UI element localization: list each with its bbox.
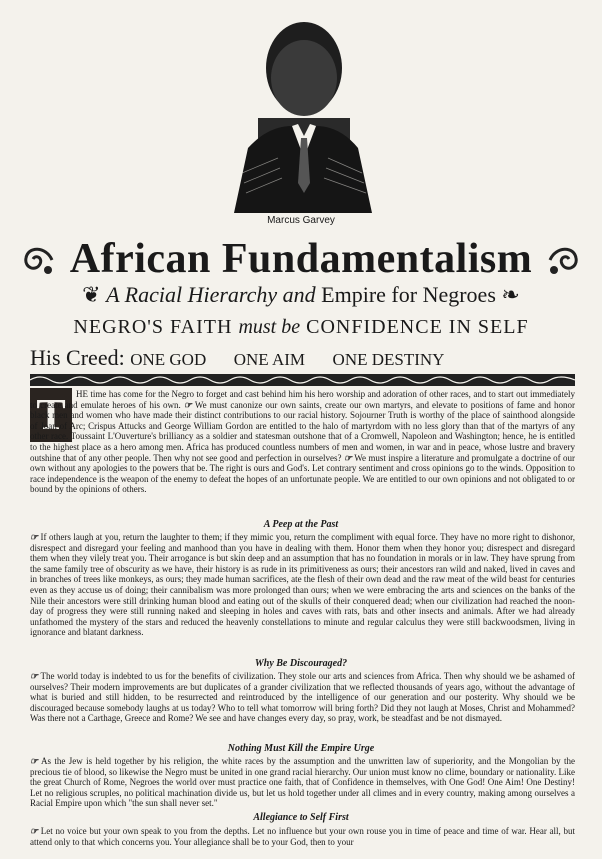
ornament-right-icon: ❧ — [495, 282, 520, 307]
paragraph-1-rest: We must canonize our own saints, create our own martyrs, and elevate to positions of fame and honor black men and women who have made their distinct contributions to our racial history. Sojourner Truth is worthy of the place of sainthood alongside of Joan of Arc; Crispus Attucks and George William Gordon are entitled to the halo of martyrdom with no less glory than that of the martyrs of any other race. Toussaint L'Ouverture's brilliancy as a soldier and statesman outshone that of a Cromwell, Napoleon and Washington; hence, he is entitled to the highest place as a hero among men. Africa has produced countless numbers of men and women, in war and in peace, whose lustre and bravery outshine that of any other people. Then why not see good and perfection in ourselves? — [30, 399, 576, 463]
drop-cap: T — [30, 388, 72, 442]
creed-item-one-destiny: ONE DESTINY — [332, 350, 445, 369]
paragraph-3 — [30, 671, 575, 724]
hand-mark-icon: ☞ — [183, 399, 192, 410]
hand-mark-icon: ☞ — [30, 756, 39, 766]
subtitle-racial-hierarchy — [0, 282, 602, 308]
subtitle-2-part-1: NEGRO'S FAITH — [73, 316, 233, 338]
title-banner — [10, 234, 592, 284]
paragraph-2-text: If others laugh at you, return the laughter to them; if they mimic you, return the compliment with equal force. They have no more right to dishonor, disrespect and disregard your feeling and manhood than you have in dealing with them. Honor them when they honor you; disrespect and disregard them when they vilely treat you. Their arrogance is but skin deep and an assumption that has no foundation in morals or in law. They have sprung from the same family tree of obscurity as we have, their history is as rude in its primitiveness as ours; their ancestors ran wild and naked, lived in caves and in branches of trees like monkeys, as ours; they made human sacrifices, ate the flesh of their own dead and the raw meat of the wild beast for centuries even as they accuse us of doing; their cannibalism was more prolonged than ours; when we were embracing the arts and sciences on the banks of the Nile their ancestors were still drinking human blood and eating out of the skulls of their conquered dead; when our civilization had reached the noon-day of progress they were still running naked and sleeping in holes and caves with rats, bats and other insects and animals. After we had already unfathomed the mystery of the stars and reduced the heavenly constellations to minute and regular calculus they were still backwoodsmen, living in ignorance and blatant darkness. — [30, 532, 576, 638]
paragraph-4 — [30, 756, 575, 809]
subtitle-2-part-3: CONFIDENCE IN SELF — [306, 316, 529, 338]
paragraph-1-end: We must inspire a literature and promulgate a doctrine of our own without any apologies to the powers that be. The right is ours and God's. Let contrary sentiment and cross opinions go to the winds. Opposition to race independence is the weapon of the enemy to defeat the hopes of an unfortunate people. We are entitled to our own opinions and not obligated to or bound by the opinions of others. — [30, 452, 576, 495]
subtitle-2-part-2: must be — [238, 316, 301, 338]
creed-label: His Creed: — [30, 345, 125, 370]
hand-mark-icon: ☞ — [30, 826, 39, 836]
paragraph-1-start: HE time has come for the Negro to forget and cast behind him his hero worship and adoration of other races, and to start out immediately to create and emulate heroes of his own. — [30, 389, 575, 410]
paragraph-3-text: The world today is indebted to us for the benefits of civilization. They stole our arts and sciences from Africa. Then why should we be ashamed of ourselves? Their modern improvements are but duplicates of a grander civilization that we reflected thousands of years ago, without the advantage of what is buried and still hidden, to be resurrected and reintroduced by the intelligence of our generation and our posterity. Why should we be discouraged because somebody laughs at us today? Who to tell what tomorrow will bring forth? Did they not laugh at Moses, Christ and Mohammed? Was there not a Carthage, Greece and Rome? We see and have changes every day, so pray, work, be steadfast and be not dismayed. — [30, 671, 576, 724]
marcus-garvey-portrait — [228, 8, 376, 213]
ornament-left-icon: ❦ — [82, 282, 107, 307]
paragraph-5 — [30, 826, 575, 847]
paragraph-5-text: Let no voice but your own speak to you from the depths. Let no influence but your own rouse you in time of peace and time of war. Hear all, but attend only to that which concerns you. Your allegiance shall be to your God, then to your — [30, 826, 575, 847]
heading-why-discouraged: Why Be Discouraged? — [254, 658, 348, 669]
paragraph-2 — [30, 532, 575, 638]
heading-allegiance: Allegiance to Self First — [253, 812, 349, 823]
heading-peep-at-past: A Peep at the Past — [263, 519, 339, 530]
paragraph-4-text: As the Jew is held together by his religion, the white races by the assumption and the unwritten law of superiority, and the Mongolian by the precious tie of blood, so likewise the Negro must be united in one grand racial hierarchy. Our union must know no clime, boundary or nationality. Like the great Church of Rome, Negroes the world over must practice one faith, that of Confidence in themselves, with One God! One Aim! One Destiny! Let no religious scruples, no political machination divide us, but let us hold together under all climes and in every country, making among ourselves a Racial Empire upon which "the sun shall never set." — [30, 756, 575, 809]
right-scroll-ornament-icon — [544, 240, 584, 280]
main-title: African Fundamentalism — [69, 236, 533, 282]
decorative-rule — [30, 374, 575, 386]
subtitle-1-part-2: Empire for Negroes — [321, 282, 496, 307]
portrait-caption: Marcus Garvey — [267, 215, 335, 226]
subtitle-negro-faith — [0, 315, 602, 339]
heading-empire-urge: Nothing Must Kill the Empire Urge — [227, 743, 375, 754]
hand-mark-icon: ☞ — [343, 452, 353, 463]
creed-item-one-god: ONE GOD — [130, 350, 207, 369]
paragraph-1 — [30, 389, 575, 495]
creed-line — [30, 345, 575, 373]
hand-mark-icon: ☞ — [30, 532, 39, 542]
subtitle-1-part-1: A Racial Hierarchy and — [106, 282, 316, 307]
creed-item-one-aim: ONE AIM — [233, 350, 306, 369]
hand-mark-icon: ☞ — [30, 671, 39, 681]
